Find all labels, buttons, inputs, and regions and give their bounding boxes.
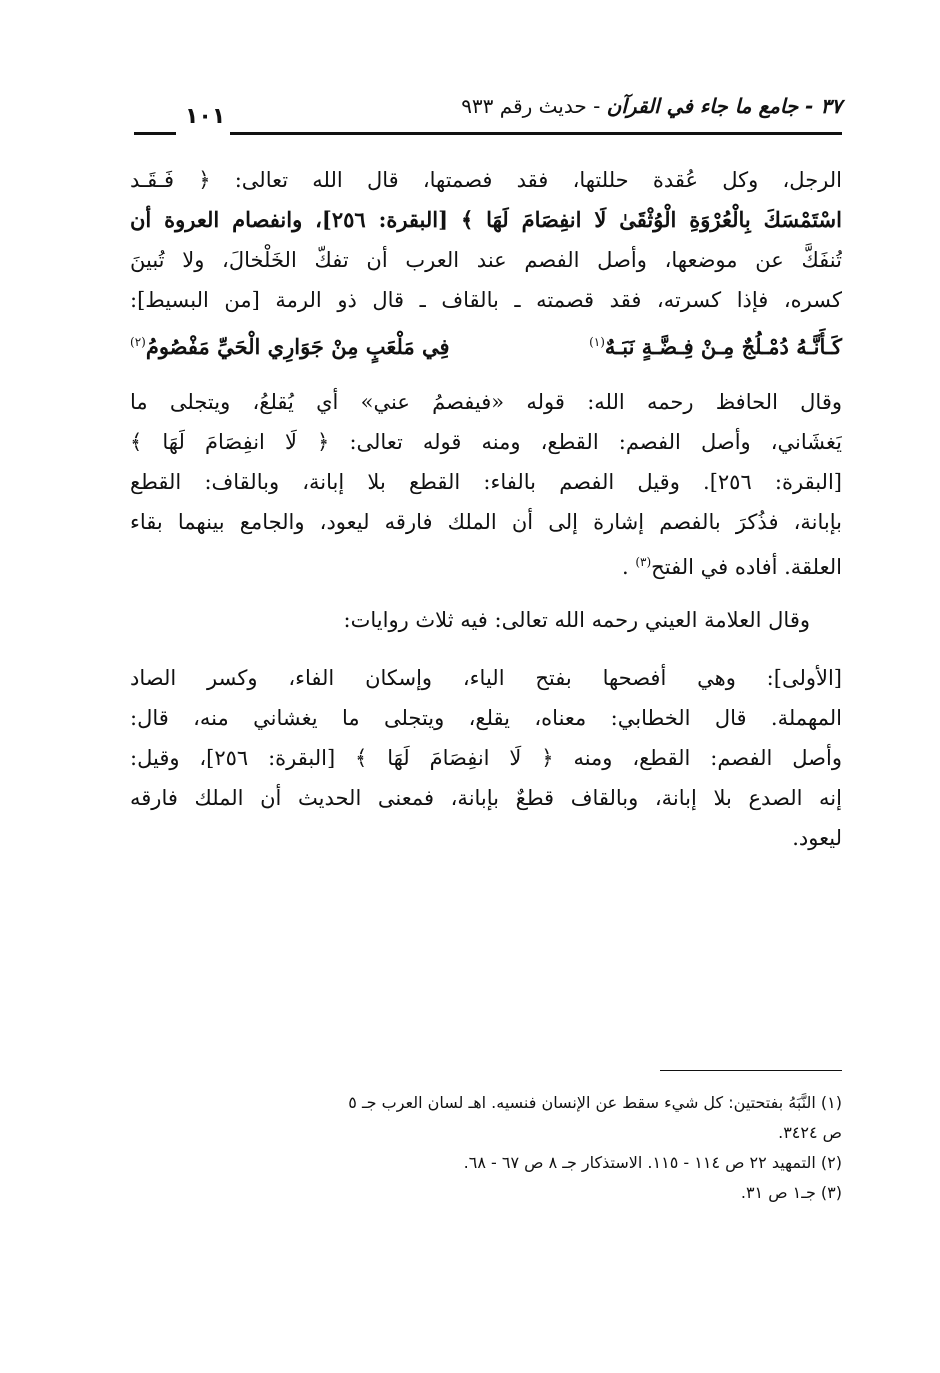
footnotes: [130, 1088, 842, 1208]
footnote: (٢) التمهيد ٢٢ ص ١١٤ - ١١٥. الاستذكار جـ ٨ ص ٦٧ - ٦٨.: [463, 1153, 842, 1172]
poetry-verse: [130, 320, 842, 364]
main-text: [130, 160, 842, 858]
page-header: [130, 88, 842, 138]
text-line: بإبانة، فذُكرَ بالفصم إشارة إلى أن الملك فارقه ليعود، والجامع بينهما بقاء: [130, 510, 842, 534]
text-line: وقال الحافظ رحمه الله: قوله «فيفصمُ عني» أي يُقلعُ، ويتجلى ما: [130, 390, 842, 414]
text-line: كسره، فإذا كسرته، فقد قصمته ـ بالقاف ـ قال ذو الرمة [من البسيط]:: [130, 288, 842, 312]
paragraph-gap: [130, 640, 842, 658]
hadith-number: - حديث رقم ٩٣٣: [461, 94, 607, 118]
footnote-ref: (٣): [635, 555, 652, 569]
text-line: إنه الصدع بلا إبانة، وبالقاف قطعٌ بإبانة، فمعنى الحديث أن الملك فارقه: [130, 786, 842, 810]
running-title: [461, 94, 842, 118]
text-line: ليعود.: [792, 826, 842, 850]
text-line: المهملة. قال الخطابي: معناه، يقلع، ويتجلى ما يغشاني منه، قال:: [130, 706, 842, 730]
text-line: الرجل، وكل عُقدة حللتها، فقد فصمتها، قال الله تعالى: ﴿ فَـقَـد: [130, 168, 842, 192]
footnote: (٣) جـ١ ص ٣١.: [740, 1183, 842, 1202]
text-line: وقال العلامة العيني رحمه الله تعالى: فيه ثلاث روايات:: [343, 608, 810, 632]
text-line: اسْتَمْسَكَ بِالْعُرْوَةِ الْوُثْقَىٰ لَا انفِصَامَ لَهَا ﴾ [البقرة: ٢٥٦]، وانفصام العروة أن: [130, 207, 842, 232]
header-rule: [230, 132, 842, 135]
text-line: تُنفَكَّ عن موضعها، وأصل الفصم عند العرب أن تفكّ الخَلْخالَ، ولا تُبينَ: [130, 248, 842, 272]
chapter-title: ٣٧ - جامع ما جاء في القرآن: [606, 94, 842, 118]
page-number-rule: [134, 132, 176, 135]
text-line: يَغشَاني، وأصل الفصم: القطع، ومنه قوله تعالى: ﴿ لَا انفِصَامَ لَهَا ﴾: [130, 430, 842, 454]
footnote-ref: (٢): [130, 335, 146, 349]
text-line: [البقرة: ٢٥٦]. وقيل الفصم بالفاء: القطع بلا إبانة، وبالقاف: القطع: [130, 470, 842, 494]
paragraph-gap: [130, 582, 842, 600]
page-number: ١٠١: [185, 104, 226, 129]
footnote-continuation: ص ٣٤٢٤.: [778, 1123, 842, 1142]
text-line: [الأولى]: وهي أفصحها بفتح الياء، وإسكان الفاء، وكسر الصاد: [130, 666, 842, 690]
footnote-separator: [660, 1070, 842, 1071]
verse-second-hemistich: فِي مَلْعَبٍ مِنْ جَوَارِي الْحَيِّ مَفْصُومُ$^{(٢)}$: [130, 334, 450, 359]
footnote-ref: (١): [589, 335, 605, 349]
text-line: وأصل الفصم: القطع، ومنه ﴿ لَا انفِصَامَ لَهَا ﴾ [البقرة: ٢٥٦]، وقيل:: [130, 746, 842, 770]
text-line: العلقة. أفاده في الفتح$^{(٣)}$ .: [621, 555, 842, 579]
paragraph-gap: [130, 364, 842, 382]
footnote: (١) النَّبَهُ بفتحتين: كل شيء سقط عن الإنسان فنسيه. اهـ لسان العرب جـ ٥: [348, 1093, 842, 1112]
verse-first-hemistich: كَـأَنَّـهُ دُمْـلُجٌ مِـنْ فِـضَّـةٍ نَبَـهٌ$^{(١)}$: [589, 334, 842, 359]
